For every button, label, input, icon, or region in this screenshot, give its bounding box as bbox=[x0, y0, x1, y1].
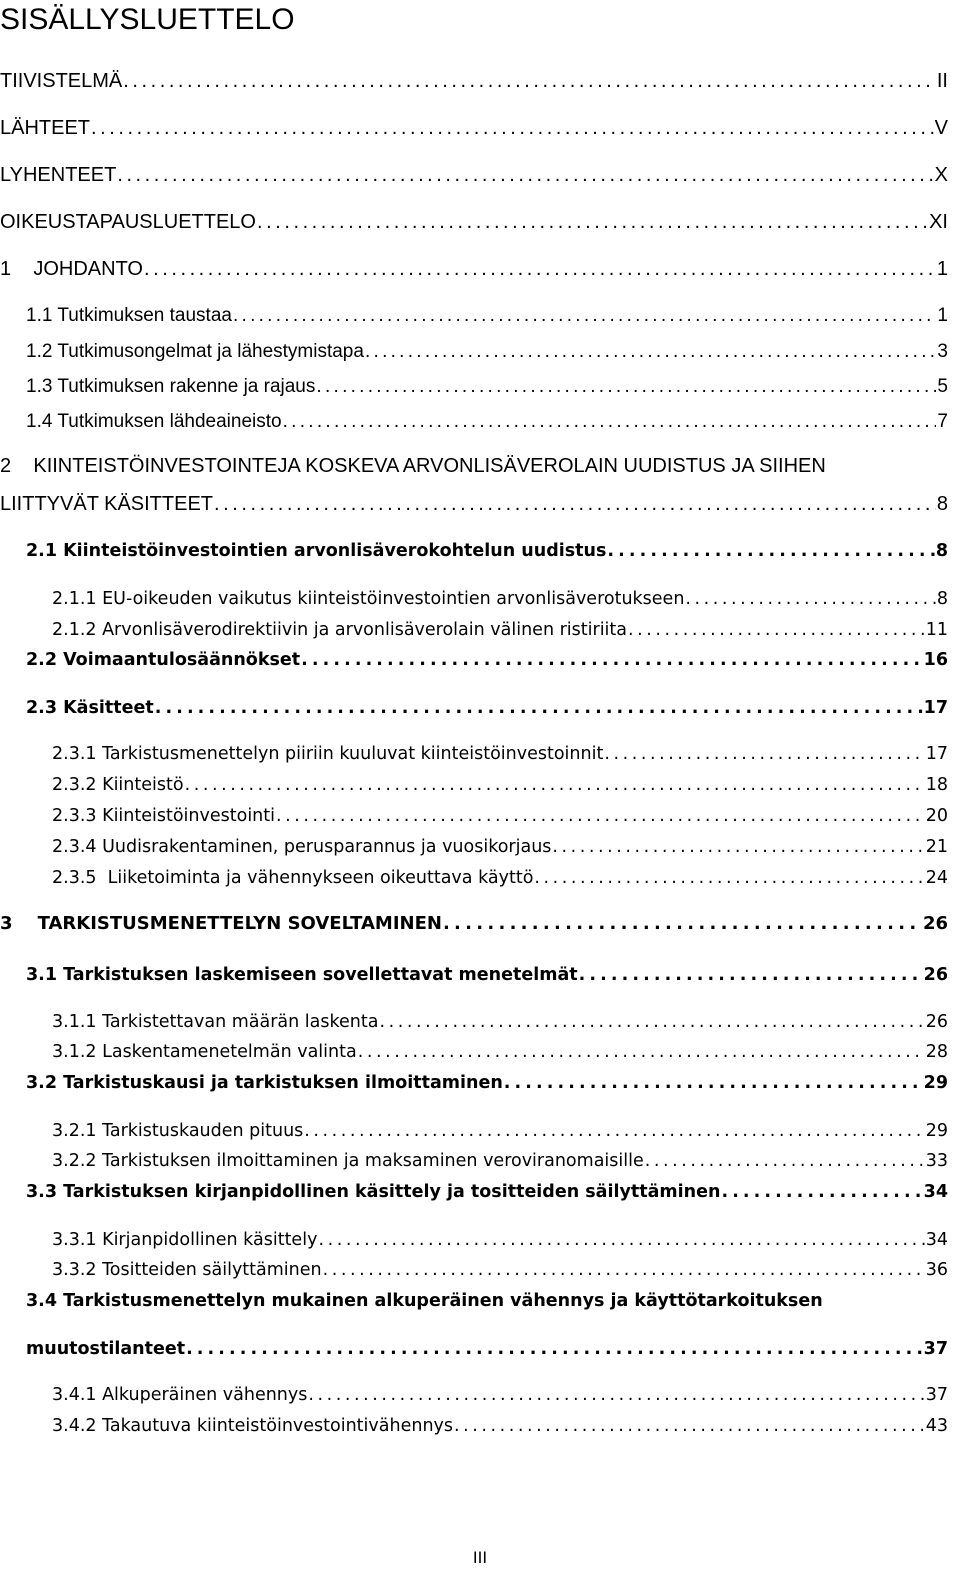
toc-entry-3-4-1[interactable] bbox=[52, 1385, 948, 1405]
toc-entry-1-4[interactable] bbox=[26, 411, 948, 433]
toc-entry-2-1-1[interactable] bbox=[52, 589, 948, 609]
dot-leader bbox=[628, 620, 925, 640]
toc-entry-3[interactable] bbox=[0, 913, 948, 934]
toc-label: 2.3 Käsitteet bbox=[26, 698, 154, 718]
toc-label: 1.4 Tutkimuksen lähdeaineisto bbox=[26, 411, 282, 432]
toc-entry-3-2-1[interactable] bbox=[52, 1121, 948, 1141]
dot-leader bbox=[721, 1182, 922, 1202]
dot-leader bbox=[323, 1260, 925, 1280]
toc-label: 2.1.1 EU-oikeuden vaikutus kiinteistöinvestointien arvonlisäverotukseen bbox=[52, 589, 685, 609]
dot-leader bbox=[304, 1121, 924, 1141]
toc-entry-3-4-line1[interactable]: 3.4 Tarkistusmenettelyn mukainen alkuperäinen vähennys ja käyttötarkoituksen bbox=[26, 1291, 823, 1311]
dot-leader bbox=[233, 305, 936, 327]
dot-leader bbox=[607, 541, 934, 561]
dot-leader bbox=[214, 493, 936, 516]
toc-entry-3-1[interactable] bbox=[26, 965, 948, 985]
dot-leader bbox=[365, 341, 936, 363]
toc-entry-2-1-2[interactable] bbox=[52, 620, 948, 640]
toc-entry-3-3[interactable] bbox=[26, 1182, 948, 1202]
toc-page: 1 bbox=[936, 258, 948, 280]
page-title: SISÄLLYSLUETTELO bbox=[0, 3, 295, 36]
toc-page: 7 bbox=[937, 411, 948, 432]
toc-entry-tiivistelma[interactable] bbox=[0, 70, 948, 93]
dot-leader bbox=[301, 650, 923, 670]
toc-page: 26 bbox=[923, 965, 948, 985]
toc-page: X bbox=[934, 164, 948, 186]
toc-entry-lyhenteet[interactable] bbox=[0, 164, 948, 187]
dot-leader bbox=[185, 775, 925, 795]
dot-leader bbox=[155, 698, 923, 718]
toc-label: 3 TARKISTUSMENETTELYN SOVELTAMINEN bbox=[0, 913, 442, 934]
toc-label: 1.2 Tutkimusongelmat ja lähestymistapa bbox=[26, 341, 364, 362]
dot-leader bbox=[645, 1151, 925, 1171]
toc-entry-1-3[interactable] bbox=[26, 376, 948, 398]
dot-leader bbox=[276, 806, 925, 826]
toc-label: LIITTYVÄT KÄSITTEET bbox=[0, 493, 214, 515]
dot-leader bbox=[308, 1385, 924, 1405]
dot-leader bbox=[123, 70, 936, 93]
toc-label: 1.3 Tutkimuksen rakenne ja rajaus bbox=[26, 376, 316, 397]
toc-page: 24 bbox=[925, 868, 948, 888]
toc-page: 37 bbox=[925, 1385, 948, 1405]
toc-page: 3 bbox=[937, 341, 948, 362]
dot-leader bbox=[604, 744, 924, 764]
toc-entry-1-johdanto[interactable] bbox=[0, 258, 948, 281]
toc-page: 37 bbox=[923, 1339, 948, 1359]
toc-entry-3-3-1[interactable] bbox=[52, 1230, 948, 1250]
toc-entry-2-3-1[interactable] bbox=[52, 744, 948, 764]
toc-page: 1 bbox=[937, 305, 948, 326]
toc-page: 11 bbox=[925, 620, 948, 640]
dot-leader bbox=[685, 589, 935, 609]
toc-label: 3.1.2 Laskentamenetelmän valinta bbox=[52, 1042, 357, 1062]
toc-page: 26 bbox=[925, 1012, 948, 1032]
toc-entry-1-1[interactable] bbox=[26, 305, 948, 327]
toc-page: 20 bbox=[925, 806, 948, 826]
dot-leader bbox=[358, 1042, 925, 1062]
toc-label: 2.3.5 Liiketoiminta ja vähennykseen oikeuttava käyttö bbox=[52, 868, 534, 888]
toc-label: 3.3 Tarkistuksen kirjanpidollinen käsittely ja tositteiden säilyttäminen bbox=[26, 1182, 721, 1202]
toc-label: 2.3.3 Kiinteistöinvestointi bbox=[52, 806, 275, 826]
dot-leader bbox=[504, 1073, 923, 1093]
toc-label: 2.3.4 Uudisrakentaminen, perusparannus ja vuosikorjaus bbox=[52, 837, 552, 857]
toc-label: 3.1 Tarkistuksen laskemiseen sovellettavat menetelmät bbox=[26, 965, 578, 985]
toc-entry-3-3-2[interactable] bbox=[52, 1260, 948, 1280]
toc-page: 34 bbox=[925, 1230, 948, 1250]
toc-label: 3.1.1 Tarkistettavan määrän laskenta bbox=[52, 1012, 379, 1032]
toc-page: V bbox=[934, 117, 948, 139]
dot-leader bbox=[318, 1230, 924, 1250]
toc-label: 3.2 Tarkistuskausi ja tarkistuksen ilmoittaminen bbox=[26, 1073, 503, 1093]
toc-label: 3.3.2 Tositteiden säilyttäminen bbox=[52, 1260, 322, 1280]
dot-leader bbox=[91, 117, 934, 140]
toc-page: 26 bbox=[922, 913, 948, 934]
dot-leader bbox=[117, 164, 933, 187]
toc-page: XI bbox=[929, 211, 948, 233]
dot-leader bbox=[454, 1416, 925, 1436]
dot-leader bbox=[579, 965, 923, 985]
toc-label: OIKEUSTAPAUSLUETTELO bbox=[0, 211, 256, 233]
toc-entry-lahteet[interactable] bbox=[0, 117, 948, 140]
toc-page: 8 bbox=[936, 493, 948, 515]
toc-label: 3.2.1 Tarkistuskauden pituus bbox=[52, 1121, 304, 1141]
toc-entry-2-3[interactable] bbox=[26, 698, 948, 718]
page-number: III bbox=[472, 1548, 488, 1567]
toc-page: 33 bbox=[925, 1151, 948, 1171]
toc-page: 5 bbox=[937, 376, 948, 397]
dot-leader bbox=[379, 1012, 924, 1032]
toc-entry-3-2-2[interactable] bbox=[52, 1151, 948, 1171]
toc-page: 28 bbox=[925, 1042, 948, 1062]
toc-label: 3.2.2 Tarkistuksen ilmoittaminen ja maksaminen veroviranomaisille bbox=[52, 1151, 644, 1171]
toc-page: 16 bbox=[923, 650, 948, 670]
toc-label: 2.3.1 Tarkistusmenettelyn piiriin kuuluvat kiinteistöinvestoinnit bbox=[52, 744, 604, 764]
toc-label: 1.1 Tutkimuksen taustaa bbox=[26, 305, 232, 326]
toc-page: II bbox=[936, 70, 948, 92]
toc-entry-2-2[interactable] bbox=[26, 650, 948, 670]
toc-label: LYHENTEET bbox=[0, 164, 117, 186]
toc-page: 8 bbox=[935, 541, 948, 561]
toc-entry-3-1-2[interactable] bbox=[52, 1042, 948, 1062]
toc-label: 3.3.1 Kirjanpidollinen käsittely bbox=[52, 1230, 318, 1250]
toc-label: muutostilanteet bbox=[26, 1339, 186, 1359]
toc-label: LÄHTEET bbox=[0, 117, 91, 139]
toc-label: 3.4.2 Takautuva kiinteistöinvestointivähennys bbox=[52, 1416, 454, 1436]
toc-label: 1 JOHDANTO bbox=[0, 258, 143, 280]
toc-entry-3-4-2[interactable] bbox=[52, 1416, 948, 1436]
toc-entry-2-3-4[interactable] bbox=[52, 837, 948, 857]
toc-page: 36 bbox=[925, 1260, 948, 1280]
toc-entry-2-line1[interactable]: 2 KIINTEISTÖINVESTOINTEJA KOSKEVA ARVONLISÄVEROLAIN UUDISTUS JA SIIHEN bbox=[0, 455, 826, 477]
toc-entry-2-3-3[interactable] bbox=[52, 806, 948, 826]
toc-page: 8 bbox=[936, 589, 948, 609]
dot-leader bbox=[144, 258, 936, 281]
toc-entry-oikeustapausluettelo[interactable] bbox=[0, 211, 948, 234]
toc-label: 2.2 Voimaantulosäännökset bbox=[26, 650, 301, 670]
dot-leader bbox=[552, 837, 924, 857]
toc-label: TIIVISTELMÄ bbox=[0, 70, 123, 92]
dot-leader bbox=[443, 913, 922, 934]
dot-leader bbox=[534, 868, 924, 888]
toc-entry-2-3-2[interactable] bbox=[52, 775, 948, 795]
toc-label: 2.1.2 Arvonlisäverodirektiivin ja arvonlisäverolain välinen ristiriita bbox=[52, 620, 628, 640]
toc-label: 2.3.2 Kiinteistö bbox=[52, 775, 184, 795]
dot-leader bbox=[283, 411, 937, 433]
toc-page: 17 bbox=[925, 744, 948, 764]
toc-entry-2-line2[interactable] bbox=[0, 493, 948, 516]
dot-leader bbox=[257, 211, 928, 234]
toc-page: 29 bbox=[925, 1121, 948, 1141]
dot-leader bbox=[186, 1339, 923, 1359]
toc-page: 34 bbox=[923, 1182, 948, 1202]
toc-entry-1-2[interactable] bbox=[26, 341, 948, 363]
toc-entry-3-2[interactable] bbox=[26, 1073, 948, 1093]
toc-page: 29 bbox=[923, 1073, 948, 1093]
toc-page: 17 bbox=[923, 698, 948, 718]
toc-label: 3.4.1 Alkuperäinen vähennys bbox=[52, 1385, 308, 1405]
toc-label: 2.1 Kiinteistöinvestointien arvonlisäverokohtelun uudistus bbox=[26, 541, 607, 561]
toc-entry-2-1[interactable] bbox=[26, 541, 948, 561]
dot-leader bbox=[316, 376, 936, 398]
toc-entry-2-3-5[interactable] bbox=[52, 868, 948, 888]
toc-entry-3-4-line2[interactable] bbox=[26, 1339, 948, 1359]
toc-entry-3-1-1[interactable] bbox=[52, 1012, 948, 1032]
toc-page: 21 bbox=[925, 837, 948, 857]
toc-page: 43 bbox=[925, 1416, 948, 1436]
toc-page: 18 bbox=[925, 775, 948, 795]
